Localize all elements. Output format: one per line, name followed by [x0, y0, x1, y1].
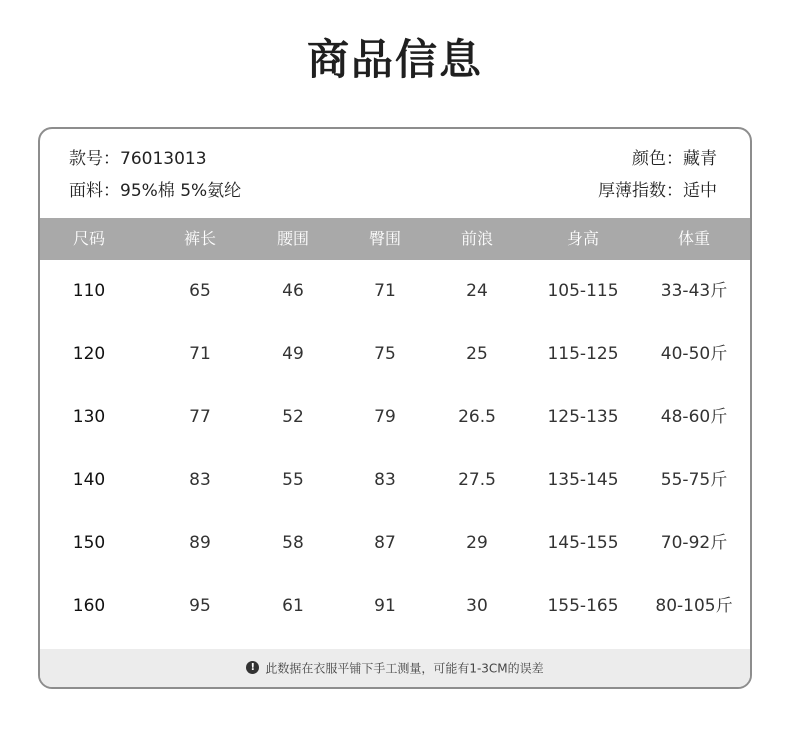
cell-size: 130	[72, 407, 106, 427]
cell-pants-length: 77	[189, 407, 211, 427]
cell-pants-length: 65	[189, 281, 211, 301]
cell-height: 115-125	[547, 344, 619, 364]
table-row	[40, 386, 750, 449]
cell-height: 105-115	[547, 281, 619, 301]
cell-hip: 79	[374, 407, 396, 427]
cell-weight: 55-75斤	[660, 470, 728, 490]
cell-front-rise: 30	[466, 596, 488, 616]
measurement-note-text: 此数据在衣服平铺下手工测量，可能有1-3CM的误差	[265, 661, 544, 676]
cell-weight: 48-60斤	[660, 407, 728, 427]
style-number: 款号：76013013	[69, 149, 207, 169]
cell-size: 160	[72, 596, 106, 616]
exclamation-icon: !	[246, 661, 259, 674]
table-row	[40, 260, 750, 323]
table-row	[40, 449, 750, 512]
cell-weight: 70-92斤	[660, 533, 728, 553]
cell-pants-length: 71	[189, 344, 211, 364]
cell-weight: 40-50斤	[660, 344, 728, 364]
cell-waist: 55	[282, 470, 304, 490]
measurement-note	[40, 649, 750, 687]
cell-waist: 58	[282, 533, 304, 553]
table-row	[40, 512, 750, 575]
cell-waist: 61	[282, 596, 304, 616]
cell-hip: 71	[374, 281, 396, 301]
cell-hip: 91	[374, 596, 396, 616]
cell-hip: 87	[374, 533, 396, 553]
cell-size: 140	[72, 470, 106, 490]
header-height: 身高	[566, 229, 599, 248]
header-weight: 体重	[677, 229, 710, 248]
cell-weight: 33-43斤	[660, 281, 728, 301]
page-title: 商品信息	[306, 35, 483, 84]
product-color: 颜色：藏青	[632, 149, 717, 169]
thickness-index: 厚薄指数：适中	[598, 181, 717, 201]
fabric-composition: 面料：95%棉 5%氨纶	[69, 181, 242, 201]
header-pants-length: 裤长	[183, 229, 216, 248]
table-row	[40, 323, 750, 386]
cell-height: 125-135	[547, 407, 619, 427]
cell-pants-length: 83	[189, 470, 211, 490]
cell-front-rise: 26.5	[458, 407, 496, 427]
cell-front-rise: 24	[466, 281, 488, 301]
cell-height: 155-165	[547, 596, 619, 616]
cell-hip: 75	[374, 344, 396, 364]
cell-front-rise: 27.5	[458, 470, 496, 490]
cell-front-rise: 25	[466, 344, 488, 364]
cell-pants-length: 95	[189, 596, 211, 616]
cell-front-rise: 29	[466, 533, 488, 553]
cell-size: 150	[72, 533, 106, 553]
size-table-header	[40, 218, 750, 260]
header-hip: 臀围	[368, 229, 401, 248]
cell-waist: 52	[282, 407, 304, 427]
header-waist: 腰围	[276, 229, 309, 248]
cell-hip: 83	[374, 470, 396, 490]
cell-size: 110	[72, 281, 106, 301]
header-front-rise: 前浪	[460, 229, 493, 248]
cell-height: 135-145	[547, 470, 619, 490]
cell-waist: 49	[282, 344, 304, 364]
product-info-card	[38, 127, 752, 689]
cell-size: 120	[72, 344, 106, 364]
cell-pants-length: 89	[189, 533, 211, 553]
cell-height: 145-155	[547, 533, 619, 553]
table-row	[40, 575, 750, 638]
cell-weight: 80-105斤	[655, 596, 733, 616]
header-size: 尺码	[72, 229, 105, 248]
cell-waist: 46	[282, 281, 304, 301]
